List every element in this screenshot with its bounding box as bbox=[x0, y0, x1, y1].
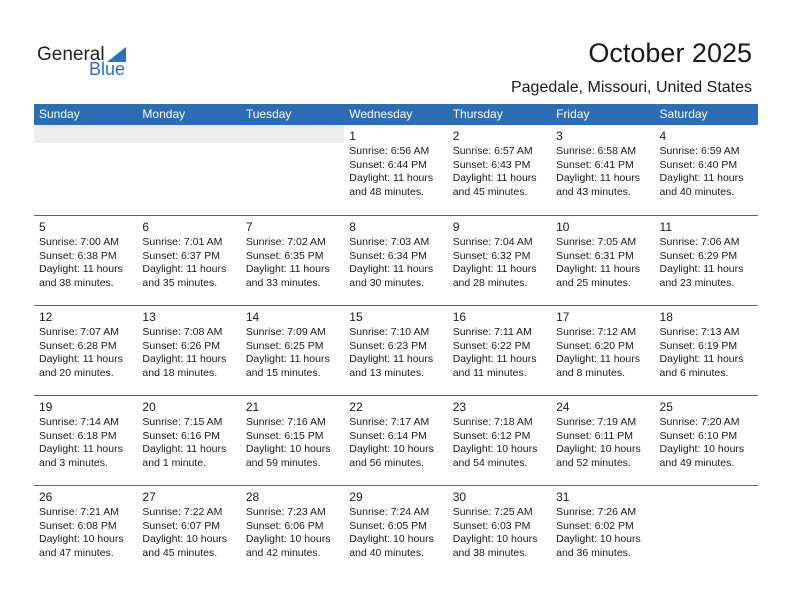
daylight-text: Daylight: 11 hours bbox=[556, 353, 640, 365]
sunrise-text: Sunrise: 7:09 AM bbox=[245, 326, 326, 338]
day-details bbox=[246, 236, 344, 290]
daylight-text: Daylight: 11 hours bbox=[659, 353, 744, 365]
sunrise-text: Sunrise: 7:11 AM bbox=[452, 326, 532, 338]
daylight-duration-text: and 6 minutes. bbox=[659, 366, 729, 379]
day-number: 18 bbox=[659, 310, 673, 324]
daylight-text: Daylight: 10 hours bbox=[39, 533, 124, 545]
daylight-duration-text: and 25 minutes. bbox=[556, 276, 631, 289]
day-cell bbox=[551, 486, 654, 575]
day-number: 13 bbox=[142, 310, 156, 324]
day-details bbox=[556, 145, 654, 199]
logo-general-text: General bbox=[37, 44, 105, 65]
sunrise-text: Sunrise: 6:57 AM bbox=[452, 145, 533, 157]
daylight-text: Daylight: 11 hours bbox=[349, 172, 434, 184]
daylight-duration-text: and 56 minutes. bbox=[349, 456, 424, 469]
day-number: 6 bbox=[142, 220, 150, 234]
sunrise-text: Sunrise: 7:25 AM bbox=[452, 506, 533, 518]
daylight-text: Daylight: 10 hours bbox=[349, 533, 434, 545]
daylight-duration-text: and 23 minutes. bbox=[659, 276, 735, 289]
sunset-text: Sunset: 6:03 PM bbox=[452, 519, 531, 532]
day-details bbox=[39, 326, 137, 380]
sunrise-text: Sunrise: 7:06 AM bbox=[659, 236, 740, 248]
empty-day-cell bbox=[137, 125, 240, 215]
daylight-duration-text: and 43 minutes. bbox=[556, 185, 631, 198]
daylight-duration-text: and 49 minutes. bbox=[659, 456, 735, 469]
daylight-text: Daylight: 10 hours bbox=[349, 443, 434, 455]
day-details bbox=[660, 236, 758, 290]
sunset-text: Sunset: 6:11 PM bbox=[556, 429, 633, 442]
weekday-tuesday: Tuesday bbox=[245, 107, 292, 121]
day-cell bbox=[448, 306, 551, 395]
week-row bbox=[34, 125, 758, 215]
sunset-text: Sunset: 6:28 PM bbox=[39, 339, 117, 352]
day-number: 11 bbox=[659, 220, 672, 234]
sunrise-text: Sunrise: 7:10 AM bbox=[349, 326, 430, 338]
sunset-text: Sunset: 6:19 PM bbox=[659, 339, 738, 352]
day-details bbox=[349, 506, 447, 560]
day-cell bbox=[551, 125, 654, 215]
logo-blue-text: Blue bbox=[89, 59, 126, 79]
daylight-duration-text: and 28 minutes. bbox=[452, 276, 528, 289]
daylight-text: Daylight: 11 hours bbox=[245, 353, 330, 365]
sunset-text: Sunset: 6:25 PM bbox=[245, 339, 324, 352]
daylight-text: Daylight: 10 hours bbox=[556, 533, 641, 545]
weekday-header bbox=[34, 104, 758, 125]
sunrise-text: Sunrise: 7:24 AM bbox=[349, 506, 430, 518]
sunset-text: Sunset: 6:41 PM bbox=[556, 158, 634, 171]
sunset-text: Sunset: 6:08 PM bbox=[39, 519, 117, 532]
weekday-thursday: Thursday bbox=[452, 107, 503, 121]
daylight-duration-text: and 8 minutes. bbox=[556, 366, 625, 379]
sunrise-text: Sunrise: 7:04 AM bbox=[452, 236, 533, 248]
sunrise-text: Sunrise: 7:05 AM bbox=[556, 236, 637, 248]
daylight-duration-text: and 52 minutes. bbox=[556, 456, 631, 469]
day-number: 20 bbox=[142, 400, 156, 414]
sunset-text: Sunset: 6:40 PM bbox=[659, 158, 738, 171]
daylight-text: Daylight: 11 hours bbox=[349, 263, 434, 275]
daylight-text: Daylight: 11 hours bbox=[39, 443, 123, 455]
sunrise-text: Sunrise: 6:59 AM bbox=[659, 145, 740, 157]
day-number: 3 bbox=[556, 129, 563, 143]
day-cell bbox=[137, 396, 240, 485]
day-details bbox=[39, 506, 137, 560]
sunset-text: Sunset: 6:22 PM bbox=[452, 339, 531, 352]
daylight-text: Daylight: 11 hours bbox=[452, 353, 537, 365]
sunrise-text: Sunrise: 7:12 AM bbox=[556, 326, 637, 338]
sunset-text: Sunset: 6:38 PM bbox=[39, 249, 117, 262]
day-details bbox=[453, 326, 551, 380]
daylight-duration-text: and 18 minutes. bbox=[142, 366, 218, 379]
day-cell bbox=[655, 396, 758, 485]
day-cell bbox=[241, 306, 344, 395]
day-number: 9 bbox=[452, 220, 460, 234]
day-number: 17 bbox=[556, 310, 570, 324]
day-details bbox=[660, 416, 758, 470]
day-details bbox=[453, 416, 551, 470]
day-cell bbox=[448, 125, 551, 215]
day-cell bbox=[344, 486, 447, 575]
sunset-text: Sunset: 6:23 PM bbox=[349, 339, 427, 352]
day-cell bbox=[655, 306, 758, 395]
day-number: 5 bbox=[39, 220, 46, 234]
sunset-text: Sunset: 6:10 PM bbox=[659, 429, 738, 442]
daylight-text: Daylight: 11 hours bbox=[659, 172, 744, 184]
daylight-duration-text: and 40 minutes. bbox=[349, 546, 424, 559]
week-row bbox=[34, 215, 758, 305]
sunset-text: Sunset: 6:12 PM bbox=[452, 429, 531, 442]
day-cell bbox=[655, 125, 758, 215]
daylight-text: Daylight: 11 hours bbox=[142, 443, 227, 455]
day-number: 15 bbox=[349, 310, 363, 324]
sunset-text: Sunset: 6:02 PM bbox=[556, 519, 634, 532]
day-details bbox=[142, 326, 240, 380]
daylight-duration-text: and 40 minutes. bbox=[659, 185, 735, 198]
week-row bbox=[34, 305, 758, 395]
daylight-duration-text: and 30 minutes. bbox=[349, 276, 424, 289]
day-details bbox=[142, 506, 240, 560]
day-details bbox=[349, 416, 447, 470]
calendar-location: Pagedale, Missouri, United States bbox=[510, 79, 752, 96]
sunrise-text: Sunrise: 7:20 AM bbox=[659, 416, 740, 428]
daylight-duration-text: and 15 minutes. bbox=[245, 366, 321, 379]
sunset-text: Sunset: 6:20 PM bbox=[556, 339, 634, 352]
daylight-text: Daylight: 10 hours bbox=[245, 443, 331, 455]
day-details bbox=[142, 416, 240, 470]
day-details bbox=[453, 236, 551, 290]
sunrise-text: Sunrise: 7:15 AM bbox=[142, 416, 223, 428]
day-number: 25 bbox=[659, 400, 673, 414]
week-row bbox=[34, 395, 758, 485]
daylight-text: Daylight: 11 hours bbox=[245, 263, 330, 275]
daylight-duration-text: and 38 minutes. bbox=[39, 276, 114, 289]
day-number: 14 bbox=[245, 310, 260, 324]
daylight-duration-text: and 42 minutes. bbox=[245, 546, 321, 559]
daylight-text: Daylight: 11 hours bbox=[659, 263, 744, 275]
day-number: 2 bbox=[452, 129, 460, 143]
empty-day-cell bbox=[655, 486, 758, 575]
day-cell bbox=[551, 216, 654, 305]
day-details bbox=[39, 416, 137, 470]
day-number: 24 bbox=[556, 400, 570, 414]
sunset-text: Sunset: 6:34 PM bbox=[349, 249, 427, 262]
day-number: 22 bbox=[349, 400, 363, 414]
sunset-text: Sunset: 6:06 PM bbox=[245, 519, 324, 532]
daylight-duration-text: and 36 minutes. bbox=[556, 546, 631, 559]
sunset-text: Sunset: 6:07 PM bbox=[142, 519, 221, 532]
weekday-friday: Friday bbox=[556, 107, 590, 121]
day-cell bbox=[344, 125, 447, 215]
week-row bbox=[34, 485, 758, 575]
sunrise-text: Sunrise: 6:58 AM bbox=[556, 145, 637, 157]
daylight-duration-text: and 47 minutes. bbox=[39, 546, 114, 559]
daylight-duration-text: and 45 minutes. bbox=[452, 185, 528, 198]
sunset-text: Sunset: 6:15 PM bbox=[245, 429, 324, 442]
sunrise-text: Sunrise: 6:56 AM bbox=[349, 145, 430, 157]
sunrise-text: Sunrise: 7:18 AM bbox=[452, 416, 533, 428]
sunrise-text: Sunrise: 7:23 AM bbox=[245, 506, 326, 518]
sunrise-text: Sunrise: 7:21 AM bbox=[39, 506, 119, 518]
day-cell bbox=[448, 486, 551, 575]
day-cell bbox=[655, 216, 758, 305]
day-cell bbox=[551, 396, 654, 485]
daylight-text: Daylight: 10 hours bbox=[556, 443, 641, 455]
day-number: 26 bbox=[39, 490, 53, 504]
daylight-text: Daylight: 11 hours bbox=[349, 353, 434, 365]
daylight-duration-text: and 33 minutes. bbox=[245, 276, 321, 289]
sunrise-text: Sunrise: 7:22 AM bbox=[142, 506, 223, 518]
day-number: 23 bbox=[452, 400, 467, 414]
day-details bbox=[660, 145, 758, 199]
daylight-duration-text: and 1 minute. bbox=[142, 456, 207, 469]
day-details bbox=[246, 326, 344, 380]
daylight-text: Daylight: 11 hours bbox=[556, 172, 640, 184]
day-cell bbox=[344, 216, 447, 305]
daylight-text: Daylight: 10 hours bbox=[452, 533, 538, 545]
sunrise-text: Sunrise: 7:26 AM bbox=[556, 506, 637, 518]
calendar-title: October 2025 bbox=[588, 38, 752, 68]
empty-day-cell bbox=[34, 125, 137, 215]
sunset-text: Sunset: 6:35 PM bbox=[245, 249, 324, 262]
day-number: 16 bbox=[452, 310, 467, 324]
day-number: 4 bbox=[659, 129, 667, 143]
day-cell bbox=[34, 306, 137, 395]
daylight-duration-text: and 35 minutes. bbox=[142, 276, 218, 289]
daylight-duration-text: and 45 minutes. bbox=[142, 546, 218, 559]
daylight-text: Daylight: 10 hours bbox=[659, 443, 745, 455]
day-cell bbox=[34, 396, 137, 485]
daylight-text: Daylight: 11 hours bbox=[452, 172, 537, 184]
sunrise-text: Sunrise: 7:13 AM bbox=[659, 326, 740, 338]
weekday-monday: Monday bbox=[142, 107, 186, 121]
day-details bbox=[349, 145, 447, 199]
day-details bbox=[349, 236, 447, 290]
daylight-text: Daylight: 11 hours bbox=[142, 263, 227, 275]
sunset-text: Sunset: 6:31 PM bbox=[556, 249, 634, 262]
day-details bbox=[556, 416, 654, 470]
sunset-text: Sunset: 6:43 PM bbox=[452, 158, 531, 171]
daylight-text: Daylight: 11 hours bbox=[452, 263, 537, 275]
sunrise-text: Sunrise: 7:19 AM bbox=[556, 416, 637, 428]
day-number: 30 bbox=[452, 490, 467, 504]
sunset-text: Sunset: 6:29 PM bbox=[659, 249, 738, 262]
sunrise-text: Sunrise: 7:07 AM bbox=[39, 326, 119, 338]
day-details bbox=[39, 236, 137, 290]
day-details bbox=[349, 326, 447, 380]
day-details bbox=[453, 506, 551, 560]
day-number: 10 bbox=[556, 220, 570, 234]
day-details bbox=[142, 236, 240, 290]
day-cell bbox=[344, 306, 447, 395]
day-cell bbox=[34, 486, 137, 575]
day-number: 19 bbox=[39, 400, 53, 414]
day-cell bbox=[241, 396, 344, 485]
weekday-sunday: Sunday bbox=[39, 107, 80, 121]
sunset-text: Sunset: 6:18 PM bbox=[39, 429, 117, 442]
day-details bbox=[556, 506, 654, 560]
day-number: 8 bbox=[349, 220, 356, 234]
weekday-wednesday: Wednesday bbox=[349, 107, 413, 121]
empty-day-cell bbox=[241, 125, 344, 215]
day-cell bbox=[34, 216, 137, 305]
daylight-duration-text: and 13 minutes. bbox=[349, 366, 424, 379]
daylight-text: Daylight: 11 hours bbox=[39, 353, 123, 365]
sunset-text: Sunset: 6:14 PM bbox=[349, 429, 427, 442]
sunset-text: Sunset: 6:05 PM bbox=[349, 519, 427, 532]
day-details bbox=[556, 236, 654, 290]
sunrise-text: Sunrise: 7:14 AM bbox=[39, 416, 119, 428]
day-cell bbox=[241, 486, 344, 575]
day-cell bbox=[137, 486, 240, 575]
daylight-duration-text: and 54 minutes. bbox=[452, 456, 528, 469]
daylight-text: Daylight: 10 hours bbox=[142, 533, 228, 545]
day-cell bbox=[344, 396, 447, 485]
day-number: 28 bbox=[245, 490, 260, 504]
daylight-duration-text: and 11 minutes. bbox=[452, 366, 527, 379]
daylight-text: Daylight: 11 hours bbox=[142, 353, 227, 365]
daylight-duration-text: and 59 minutes. bbox=[245, 456, 321, 469]
sunrise-text: Sunrise: 7:16 AM bbox=[245, 416, 326, 428]
sunrise-text: Sunrise: 7:02 AM bbox=[245, 236, 326, 248]
day-number: 1 bbox=[349, 129, 356, 143]
daylight-text: Daylight: 11 hours bbox=[39, 263, 123, 275]
daylight-duration-text: and 38 minutes. bbox=[452, 546, 528, 559]
sunrise-text: Sunrise: 7:00 AM bbox=[39, 236, 119, 248]
day-cell bbox=[448, 396, 551, 485]
day-number: 7 bbox=[245, 220, 253, 234]
day-cell bbox=[137, 306, 240, 395]
day-number: 29 bbox=[349, 490, 363, 504]
day-details bbox=[660, 326, 758, 380]
day-cell bbox=[551, 306, 654, 395]
day-details bbox=[246, 416, 344, 470]
sunset-text: Sunset: 6:32 PM bbox=[452, 249, 531, 262]
day-cell bbox=[241, 216, 344, 305]
weekday-saturday: Saturday bbox=[659, 107, 708, 121]
sunrise-text: Sunrise: 7:08 AM bbox=[142, 326, 223, 338]
sunrise-text: Sunrise: 7:03 AM bbox=[349, 236, 430, 248]
daylight-duration-text: and 3 minutes. bbox=[39, 456, 108, 469]
sunset-text: Sunset: 6:44 PM bbox=[349, 158, 427, 171]
day-cell bbox=[448, 216, 551, 305]
daylight-duration-text: and 48 minutes. bbox=[349, 185, 424, 198]
sunset-text: Sunset: 6:37 PM bbox=[142, 249, 221, 262]
day-details bbox=[246, 506, 344, 560]
sunrise-text: Sunrise: 7:17 AM bbox=[349, 416, 430, 428]
sunset-text: Sunset: 6:16 PM bbox=[142, 429, 221, 442]
sunset-text: Sunset: 6:26 PM bbox=[142, 339, 221, 352]
logo bbox=[37, 44, 137, 80]
day-details bbox=[556, 326, 654, 380]
day-number: 27 bbox=[142, 490, 156, 504]
sunrise-text: Sunrise: 7:01 AM bbox=[142, 236, 223, 248]
day-number: 21 bbox=[245, 400, 260, 414]
day-number: 31 bbox=[556, 490, 570, 504]
day-number: 12 bbox=[39, 310, 53, 324]
daylight-duration-text: and 20 minutes. bbox=[39, 366, 114, 379]
daylight-text: Daylight: 10 hours bbox=[245, 533, 331, 545]
daylight-text: Daylight: 10 hours bbox=[452, 443, 538, 455]
daylight-text: Daylight: 11 hours bbox=[556, 263, 640, 275]
day-cell bbox=[137, 216, 240, 305]
day-details bbox=[453, 145, 551, 199]
